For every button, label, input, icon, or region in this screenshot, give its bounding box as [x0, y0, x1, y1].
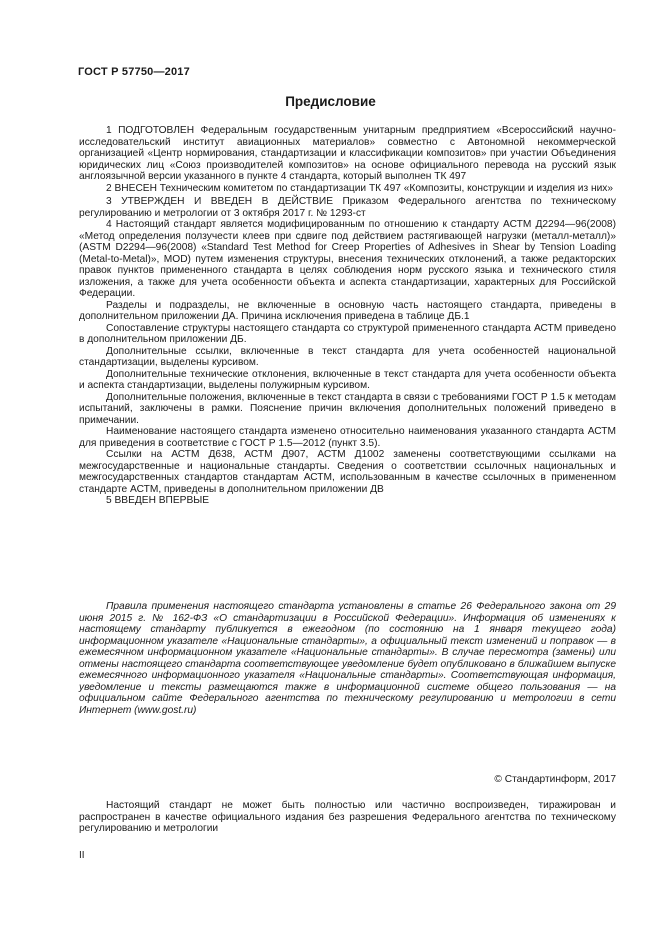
rules-notice [79, 601, 616, 716]
copyright: © Стандартинформ, 2017 [494, 774, 616, 785]
paragraph-links: Ссылки на АСТМ Д638, АСТМ Д907, АСТМ Д1002 заменены соответствующими ссылками на межгосударственные и национальные стандарты. Сведения о соответствии ссылочных национальных и межгосударственных стандартов стандартам АСТМ, использованным в качестве ссылочных в примененном стандарте АСТМ, приведены в дополнительном приложении ДВ [79, 449, 616, 495]
legal-text: Настоящий стандарт не может быть полностью или частично воспроизведен, тиражирован и распространен в качестве официального издания без разрешения Федерального агентства по техническому регулированию и метрологии [79, 800, 616, 834]
paragraph-4: 4 Настоящий стандарт является модифицированным по отношению к стандарту АСТМ Д2294—96(2008) «Метод определения ползучести клеев при сдвиге под действием растягивающей нагрузки (металл-металл)» (ASTM D2294—96(2008) «Standard Test Method for Creep Properties of Adhesives in Shear by Tension Loading (Metal-to-Metal)», MOD) путем изменения структуры, внесения технических отклонений, а также редакторских правок пунктов примененного стандарта в целях соблюдения норм русского языка и технического стиля изложения, а также для учета особенности объекта и аспекта стандартизации, характерных для Российской Федерации. [79, 219, 616, 299]
legal-notice [79, 800, 616, 835]
foreword-body [79, 125, 616, 507]
paragraph-2: 2 ВНЕСЕН Техническим комитетом по стандартизации ТК 497 «Композиты, конструкции и изделия из них» [106, 182, 614, 194]
paragraph-1: 1 ПОДГОТОВЛЕН Федеральным государственным унитарным предприятием «Всероссийский научно-исследовательский институт авиационных материалов» совместно с Автономной некоммерческой организацией «Центр нормирования, стандартизации и классификации композитов» при участии Объединения юридических лиц «Союз производителей композитов» на основе официального перевода на русский язык англоязычной версии указанного в пункте 4 стандарта, который выполнен ТК 497 [79, 125, 616, 182]
paragraph-provisions: Дополнительные положения, включенные в текст стандарта в связи с требованиями ГОСТ Р 1.5 к методам испытаний, заключены в рамки. Пояснение причин включения дополнительных положений приведено в примечании. [79, 391, 616, 426]
paragraph-5: 5 ВВЕДЕН ВПЕРВЫЕ [106, 495, 210, 506]
paragraph-name: Наименование настоящего стандарта изменено относительно наименования указанного стандарта АСТМ для приведения в соответствие с ГОСТ Р 1.5—2012 (пункт 3.5). [79, 426, 616, 449]
notice-text: Правила применения настоящего стандарта установлены в статье 26 Федерального закона от 29 июня 2015 г. № 162-ФЗ «О стандартизации в Российской Федерации». Информация об изменениях к настоящему стандарту публикуется в ежегодном (по состоянию на 1 января текущего года) информационном указателе «Национальные стандарты», а официальный текст изменений и поправок — в ежемесячном информационном указателе «Национальные стандарты». В случае пересмотра (замены) или отмены настоящего стандарта соответствующее уведомление будет опубликовано в ближайшем выпуске ежемесячного информационного указателя «Национальные стандарты». Соответствующая информация, уведомление и тексты размещаются также в информационной системе общего пользования — на официальном сайте Федерального агентства по техническому регулированию и метрологии в сети Интернет (www.gost.ru) [79, 601, 616, 716]
paragraph-sections: Разделы и подразделы, не включенные в основную часть настоящего стандарта, приведены в дополнительном приложении ДА. Причина исключения приведена в таблице ДБ.1 [79, 299, 616, 322]
paragraph-deviations: Дополнительные технические отклонения, включенные в текст стандарта для учета особенности объекта и аспекта стандартизации, выделены полужирным курсивом. [79, 368, 616, 391]
paragraph-structure: Сопоставление структуры настоящего стандарта со структурой примененного стандарта АСТМ приведено в дополнительном приложении ДБ. [79, 322, 616, 345]
paragraph-3: 3 УТВЕРЖДЕН И ВВЕДЕН В ДЕЙСТВИЕ Приказом Федерального агентства по техническому регулированию и метрологии от 3 октября 2017 г. № 1293-ст [79, 196, 616, 219]
paragraph-references: Дополнительные ссылки, включенные в текст стандарта для учета особенностей национальной стандартизации, выделены курсивом. [79, 345, 616, 368]
page-title: Предисловие [285, 94, 376, 109]
document-id-header: ГОСТ Р 57750—2017 [78, 66, 190, 78]
page-number: II [79, 850, 85, 861]
